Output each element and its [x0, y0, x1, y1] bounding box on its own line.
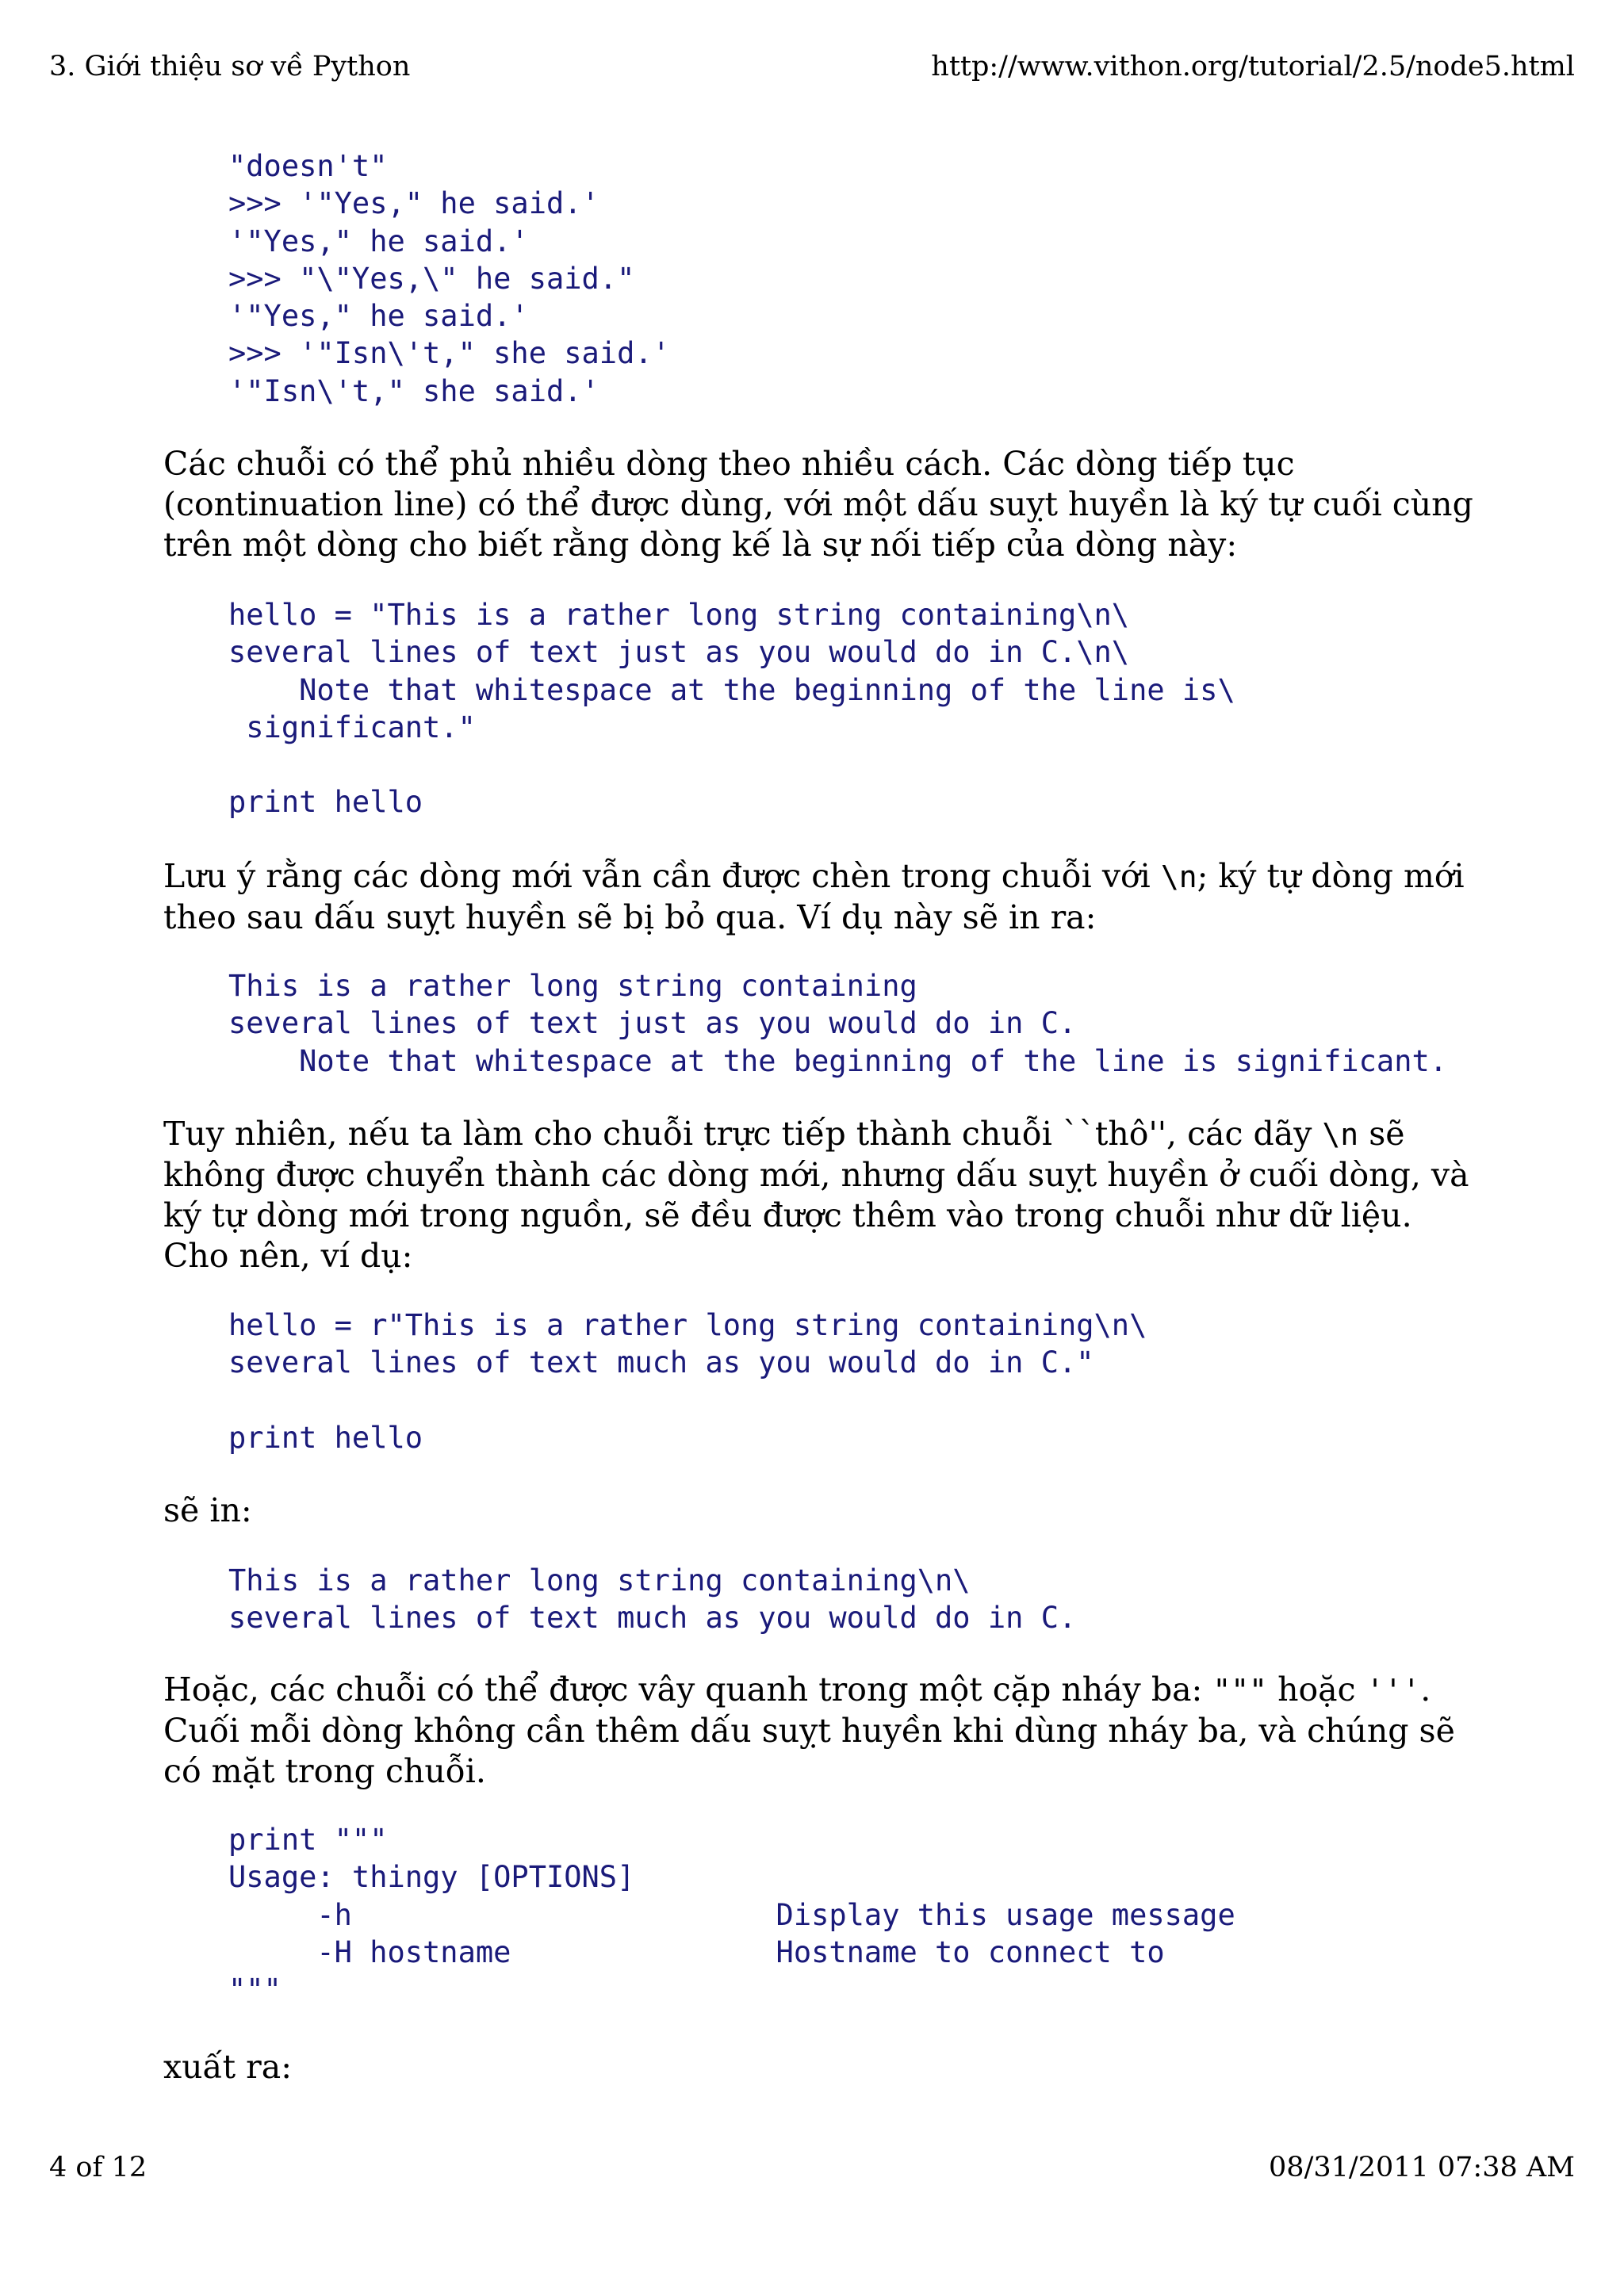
- code-block-output-1: This is a rather long string containing several lines of text just as you would do in C. Note that whitespace at the beginning of the line is significant.: [228, 969, 1448, 1078]
- inline-code: \n: [1322, 1117, 1359, 1152]
- code-block-output-2: This is a rather long string containing\n\ several lines of text much as you would do in C.: [228, 1563, 1077, 1636]
- header-url: http://www.vithon.org/tutorial/2.5/node5.html: [931, 51, 1575, 82]
- inline-code: \n: [1160, 859, 1197, 894]
- inline-code: ''': [1365, 1673, 1421, 1708]
- text-segment: Tuy nhiên, nếu ta làm cho chuỗi trực tiếp thành chuỗi ``thô'', các dãy: [163, 1115, 1323, 1153]
- text-segment: hoặc: [1267, 1670, 1366, 1709]
- text-segment: Hoặc, các chuỗi có thể được vây quanh trong một cặp nháy ba:: [163, 1670, 1213, 1709]
- paragraph-outputs: xuất ra:: [163, 2048, 293, 2086]
- paragraph-newline-note: [163, 856, 1480, 938]
- text-segment: sẽ không được chuyển thành các dòng mới, nhưng dấu suỵt huyền ở cuối dòng, và ký tự dòng mới trong nguồn, sẽ đều được thêm vào trong chuỗi như dữ liệu. Cho nên, ví dụ:: [163, 1115, 1469, 1275]
- header-title: 3. Giới thiệu sơ về Python: [49, 51, 411, 82]
- paragraph-raw-string: [163, 1114, 1480, 1276]
- footer-datetime: 08/31/2011 07:38 AM: [1269, 2152, 1575, 2183]
- paragraph-triple-quotes: [163, 1670, 1480, 1792]
- text-segment: ; ký tự dòng mới theo sau dấu suỵt huyền sẽ bị bỏ qua. Ví dụ này sẽ in ra:: [163, 857, 1465, 936]
- paragraph-will-print: sẽ in:: [163, 1491, 252, 1529]
- text-segment: . Cuối mỗi dòng không cần thêm dấu suỵt huyền khi dùng nháy ba, và chúng sẽ có mặt trong chuỗi.: [163, 1670, 1455, 1790]
- code-block-hello-continuation: hello = "This is a rather long string containing\n\ several lines of text just as you would do in C.\n\ Note that whitespace at the beginning of the line is\ significant." print hello: [228, 598, 1235, 820]
- text-segment: Lưu ý rằng các dòng mới vẫn cần được chèn trong chuỗi với: [163, 857, 1161, 895]
- code-block-raw-hello: hello = r"This is a rather long string containing\n\ several lines of text much as you would do in C." print hello: [228, 1308, 1147, 1455]
- inline-code: """: [1212, 1673, 1268, 1708]
- code-block-quotes: "doesn't" >>> '"Yes," he said.' '"Yes," he said.' >>> "\"Yes,\" he said." '"Yes," he said.' >>> '"Isn\'t," she said.' '"Isn\'t," she said.': [228, 149, 670, 408]
- paragraph-continuation-lines: Các chuỗi có thể phủ nhiều dòng theo nhiều cách. Các dòng tiếp tục (continuation line) có thể được dùng, với một dấu suỵt huyền là ký tự cuối cùng trên một dòng cho biết rằng dòng kế là sự nối tiếp của dòng này:: [163, 445, 1473, 564]
- code-block-usage: print """ Usage: thingy [OPTIONS] -h Display this usage message -H hostname Hostname to connect to """: [228, 1823, 1235, 2007]
- footer-page-number: 4 of 12: [49, 2152, 147, 2183]
